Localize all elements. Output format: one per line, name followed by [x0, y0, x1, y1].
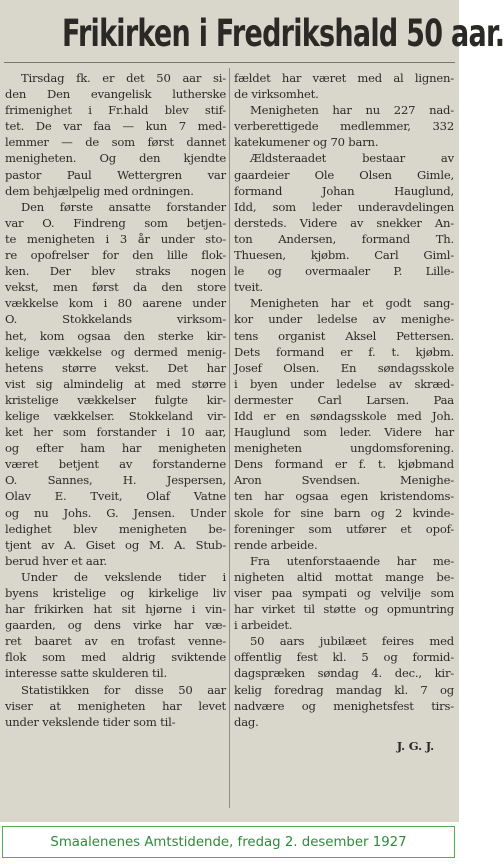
article-line: Idd, som leder underavdelingen	[234, 199, 454, 214]
article-line: og nu Johs. G. Jensen. Under	[5, 505, 226, 520]
article-line: Idd er en søndagsskole med Joh.	[234, 408, 454, 423]
article-line: fældet har været med al lignen-	[234, 71, 454, 85]
article-line: Ældsteraadet bestaar av	[250, 151, 454, 166]
article-line: Statistikken for disse 50 aar	[21, 682, 226, 697]
article-line: i arbeidet.	[234, 618, 293, 633]
article-headline: Frikirken i Fredrikshald 50 aar.	[61, 12, 504, 55]
column-divider	[229, 68, 230, 808]
article-line: offentlig fest kl. 5 og formid-	[234, 650, 454, 665]
article-line: menigheten ungdomsforening.	[234, 441, 454, 456]
article-line: Menigheten har nu 227 nad-	[250, 103, 454, 118]
article-line: Dens formand er f. t. kjøbmand	[234, 457, 454, 472]
article-line: menigheten. Og den kjendte	[5, 151, 226, 166]
article-line: katekumener og 70 barn.	[234, 135, 379, 150]
headline-rule	[4, 62, 455, 63]
article-signature: J. G. J.	[396, 738, 434, 753]
article-line: viser paa sympati og velvilje som	[234, 586, 454, 600]
article-line: berud hver et aar.	[5, 553, 107, 568]
article-line: den Den evangelisk lutherske	[5, 87, 226, 102]
article-line: O. Stokkelands virksom-	[5, 312, 226, 327]
article-line: 50 aars jubilæet feires med	[250, 634, 454, 649]
article-line: re opofrelser for den lille flok-	[5, 248, 226, 263]
article-line: kelig foredrag mandag kl. 7 og	[234, 682, 454, 697]
article-line: under vekslende tider som til-	[5, 714, 176, 729]
article-line: lemmer — de som først dannet	[5, 135, 226, 150]
article-line: frimenighet i Fr.hald blev stif-	[5, 103, 226, 118]
article-line: været betjent av forstanderne	[5, 457, 226, 472]
article-line: gaardeier Ole Olsen Gimle,	[234, 167, 454, 182]
article-line: ton Andersen, formand Th.	[234, 231, 454, 246]
article-line: Hauglund som leder. Videre har	[234, 425, 454, 440]
article-line: Menigheten har et godt sang-	[250, 296, 454, 311]
article-line: tveit.	[234, 280, 263, 295]
article-line: Josef Olsen. En søndagsskole	[234, 360, 454, 375]
article-line: var O. Findreng som betjen-	[5, 215, 226, 230]
article-line: Thuesen, kjøbm. Carl Giml-	[234, 248, 454, 263]
article-line: i byen under ledelse av skræd-	[234, 376, 454, 391]
article-line: Den første ansatte forstander	[21, 199, 226, 214]
article-line: kor under ledelse av menighe-	[234, 312, 454, 327]
article-line: Olav E. Tveit, Olaf Vatne	[5, 489, 226, 504]
article-line: verberettigede medlemmer, 332	[234, 119, 454, 134]
article-line: og efter ham har menigheten	[5, 441, 226, 456]
article-line: hetens større vekst. Det har	[5, 360, 226, 375]
article-line: tjent av A. Giset og M. A. Stub-	[5, 537, 226, 552]
article-line: viser at menigheten har levet	[5, 698, 226, 713]
article-line: kristelige vækkelser fulgte kir-	[5, 392, 226, 407]
article-line: vekst, men først da den store	[5, 280, 226, 295]
article-line: dem behjælpelig med ordningen.	[5, 183, 194, 198]
article-line: flok som med aldrig sviktende	[5, 650, 226, 665]
article-line: Aron Svendsen. Menighe-	[234, 473, 454, 488]
article-line: vist sig almindelig at med større	[5, 376, 226, 391]
article-line: Tirsdag fk. er det 50 aar si-	[21, 71, 226, 85]
article-line: het, kom ogsaa den sterke kir-	[5, 328, 226, 343]
article-line: foreninger som utfører et opof-	[234, 521, 454, 536]
article-line: ret baaret av en trofast venne-	[5, 634, 226, 649]
article-line: kelige vækkelse og dermed menig-	[5, 344, 226, 359]
article-line: ten har ogsaa egen kristendoms-	[234, 489, 454, 504]
source-caption: Smaalenenes Amtstidende, fredag 2. desember 1927	[2, 826, 455, 858]
article-line: ket her som forstander i 10 aar,	[5, 425, 226, 440]
article-line: byens kristelige og kirkelige liv	[5, 586, 226, 600]
article-line: tet. De var faa — kun 7 med-	[5, 119, 226, 134]
article-line: dagspræken søndag 4. dec., kir-	[234, 666, 454, 681]
article-line: vækkelse kom i 80 aarene under	[5, 296, 226, 311]
article-line: dersteds. Videre av snekker An-	[234, 215, 454, 230]
article-line: Under de vekslende tider i	[21, 569, 226, 584]
article-line: har frikirken hat sit hjørne i vin-	[5, 602, 226, 617]
article-line: pastor Paul Wettergren var	[5, 167, 226, 182]
article-line: ken. Der blev straks nogen	[5, 264, 226, 279]
article-line: ledighet blev menigheten be-	[5, 521, 226, 536]
article-line: har virket til støtte og opmuntring	[234, 602, 454, 617]
article-line: nadvære og menighetsfest tirs-	[234, 698, 454, 713]
article-line: interesse satte skulderen til.	[5, 666, 168, 681]
article-column-right	[234, 70, 454, 754]
article-line: dag.	[234, 714, 259, 729]
article-column-left	[5, 70, 226, 730]
article-line: rende arbeide.	[234, 537, 318, 552]
article-line: gaarden, og dens virke har væ-	[5, 618, 226, 633]
article-line: O. Sannes, H. Jespersen,	[5, 473, 226, 488]
article-line: dermester Carl Larsen. Paa	[234, 392, 454, 407]
article-line: le og overmaaler P. Lille-	[234, 264, 454, 279]
article-line: de virksomhet.	[234, 87, 319, 102]
article-line: Fra utenforstaaende har me-	[250, 553, 454, 568]
article-line: nigheten altid mottat mange be-	[234, 569, 454, 584]
article-line: kelige vækkelser. Stokkeland vir-	[5, 408, 226, 423]
article-line: tens organist Aksel Pettersen.	[234, 328, 454, 343]
article-line: formand Johan Hauglund,	[234, 183, 454, 198]
article-line: Dets formand er f. t. kjøbm.	[234, 344, 454, 359]
article-line: te menigheten i 3 år under sto-	[5, 231, 226, 246]
article-line: skole for sine barn og 2 kvinde-	[234, 505, 454, 520]
